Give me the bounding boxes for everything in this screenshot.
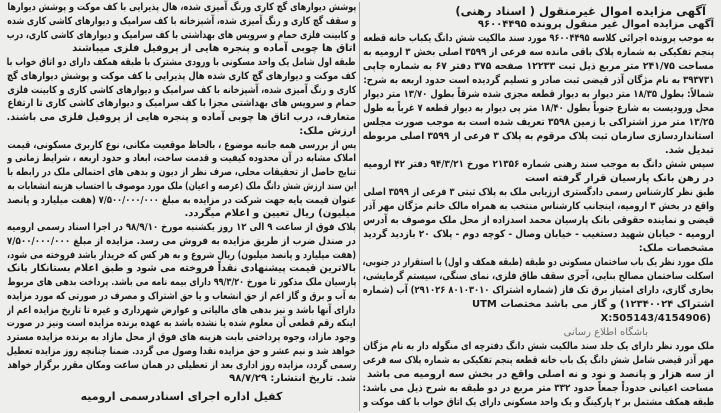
notice-line	[363, 214, 714, 228]
line-text: ملک مورد نظر یک باب ساختمان مسکونی دو طبقه (طبقه همکف و اول) با استقرار در جنوبی،	[363, 257, 714, 268]
line-text: پنجم تفکیکی به شماره پلاک باقی مانده سه فرعی از ۳۵۹۹ اصلی بخش ۳ ارومیه به	[363, 47, 714, 58]
notice-line	[363, 102, 714, 116]
line-text: ۱۳/۲۵ متر مرز اشتراکی با زمین ۳۵۹۸ تعریف شده است به موجب صورت مجلس	[363, 117, 714, 128]
notice-title	[363, 4, 714, 18]
notice-line	[7, 139, 356, 153]
line-text: طبقه همکف مشتمل بر ۲ پارکینگ و یک واحد مسکونی دارای یک اتاق خواب با کف موکت و	[363, 397, 714, 408]
notice-line	[7, 180, 356, 194]
line-text: دارای آنها باشد و نیز بدهی های مالیاتی و عوارض شهرداری و غیره تا تاریخ مزایده اعم از	[7, 304, 356, 316]
line-text: شد. تاریخ انتشار: ۹۸/۷/۲۹	[229, 373, 356, 385]
notice-line	[7, 235, 356, 249]
notice-title-text: آگهی مزایده اموال غیرمنقول ( اسناد رهنی)	[455, 4, 706, 18]
notice-line	[363, 186, 714, 200]
notice-line	[363, 116, 714, 130]
section-heading-property-specs	[363, 242, 714, 256]
section-heading-text: مشخصات ملک:	[638, 243, 714, 254]
line-text: خواهد شد و نیم عشر و حق مزایده نقدا وصول می گردد. ضمنا چنانچه روز مزایده تعطیل	[7, 345, 356, 357]
notice-line	[7, 1, 356, 15]
notice-line	[7, 111, 356, 125]
line-text: بخاری گازی، دارای امتیاز برق تک فاز (شماره اشتراک ۸۰۱۰۳۰۱۰ ۲۹۱۰۲۶) آب (شماره	[363, 285, 714, 296]
section-heading-property-value	[7, 125, 356, 139]
notice-line	[7, 70, 356, 84]
notice-line	[7, 317, 356, 331]
publication-date-line	[7, 372, 356, 386]
notice-line	[7, 207, 356, 221]
line-text: وجود مازاد، وجوه پرداختی بابت هزینه های فوق از محل مازاد به برنده مزایده مسترد	[7, 332, 356, 343]
line-text: مهر آذر قیضی شامل شش دانگ یک باب خانه قطعه پنجم تفکیکی به شماره پلاک سه فرعی	[363, 355, 714, 366]
line-text: این سند ارزش شش دانگ ملک (عرصه و اعیان) ملک مورد موصوف با احتساب هزینه انشعابات به	[7, 180, 356, 192]
notice-line	[7, 249, 356, 263]
line-text: متعارف، درب اتاق ها چوبی آماده و پنجره هایی از پروفیل فلزی می باشند.	[7, 112, 356, 123]
line-text: اشتراک ۱۲۳۴۰۰۲۴) و گاز می باشد مختصات UTM	[471, 299, 714, 310]
notice-line	[363, 130, 714, 144]
line-text: پوشش دیوارهای گچ کاری ورنگ آمیزی شده، هال پذیرایی با کف موکت و پوشش دیوارها	[7, 2, 356, 13]
line-text: حمام و سرویس های بهداشتی مجزا با کف سرامیک و دیوارهای کاشی کاری تا ارتفاع	[7, 98, 356, 110]
notice-line	[7, 359, 356, 373]
notice-line	[363, 270, 714, 284]
notice-line	[7, 304, 356, 318]
line-text: کاری و رنگ آمیزی شده، آشپزخانه با کف سرامیک و دیوارهای کاشی کاری و کابینت فلزی	[7, 84, 356, 96]
line-text: طبق نظر کارشناس رسمی دادگستری ارزیابی ملک به پلاک ثبتی ۳ فرعی از ۳۵۹۹ اصلی	[363, 187, 714, 198]
line-text: تبدیل شد.	[664, 145, 714, 156]
notice-line	[363, 158, 714, 172]
notice-line	[7, 221, 356, 235]
line-text: در رهن بانک پارسیان قرار گرفته است	[525, 173, 714, 184]
notice-line	[363, 228, 714, 242]
line-text: پس از بررسی همه جانبه موضوع ، بالحاظ موقعیت مکانی، نوع کاربری مسکونی، قیمت	[7, 139, 356, 151]
notice-subtitle	[363, 18, 714, 32]
notice-right-column	[363, 0, 714, 413]
utm-coordinates	[363, 312, 714, 326]
signature-text: کفیل اداره اجرای اسنادرسمی ارومیه	[80, 390, 283, 403]
line-text: اسکلت ساختمان مصالح بنایی، آجری سقف طاق فلزی، نمای سنگی، سیستم گرمایشی،	[363, 271, 714, 282]
line-text: به موجب پرونده اجرائی کلاسه ۹۶۰۰۴۴۹۵ مورد سند مالکیت شش دانگ یکباب خانه قطعه	[363, 33, 714, 44]
line-text: از سه هزار و پانصد و نود و نه اصلی واقع در بخش سه ارومیه می باشد	[366, 369, 714, 380]
line-text: پارسیان ملک مذکور تا مورخ ۹۹/۳/۲۰ دارای بیمه نامه می باشد. پرداخت بدهی های مربوط	[7, 277, 356, 288]
line-text: پلاک فوق از ساعت ۹ الی ۱۲ روز یکشنبه مورخ ۹۸/۹/۱۰ در اجرا اسناد رسمی ارومیه	[7, 222, 356, 233]
line-text: به آب و برق و گاز اعم از حق انشعاب و یا حق اشتراک و مصرف در صورتی که مورد مزایده	[7, 290, 356, 302]
notice-line	[363, 382, 714, 396]
signature-line	[7, 388, 356, 406]
notice-line	[7, 262, 356, 276]
notice-line	[363, 200, 714, 214]
notice-line	[363, 144, 714, 158]
notice-line	[363, 88, 714, 102]
line-text: مساحت ۲۴۱/۷۵ متر مربع ذیل ثبت ۱۲۲۳۳ صفحه ۳۷۵ دفتر ۶۷ به شماره چاپی	[363, 61, 714, 72]
line-text: ۳۹۳۷۳۱ به نام مژگان آذر قیضی ثبت صادر و تسلیم گردیده است حدود اربعه به شرح:	[363, 75, 714, 86]
line-text: مساحت اعیانی حدوداً جمعاً حدود ۳۳۲ متر مربع در دو طبقه به شرح ذیل می باشد:	[363, 383, 714, 394]
line-text: عنوان قیمت پایه جهت شرکت در مزایده به مبلغ ۷/۵۰۰/۰۰۰/۰۰۰ (هفت میلیارد و پانصد	[7, 194, 356, 206]
line-text: میلیون) ریال تعیین و اعلام میگردد.	[184, 208, 356, 220]
notice-line	[7, 56, 356, 70]
line-text: محل ورودیست به شارع جنوباً بطول ۱۸/۴۰ متر پی دیوار به دیوار قطعه ۷ غرباً به طول	[363, 103, 714, 114]
notice-left-column	[7, 0, 356, 413]
notice-line	[7, 331, 356, 345]
notice-line	[363, 284, 714, 298]
line-text: آگهی مزایده اموال غیر منقول پرونده ۹۶۰۰۴۴۹۵	[477, 19, 714, 30]
line-text: تنایج حاصل از تحقیقات محلی، صرف نظر از دیون و بدهی های احتمالی ملک در رابطه با	[7, 167, 356, 178]
line-text: در صندل ضرب از طریق مزایده به فروش می رسد. مزایده از مبلغ ۷/۵۰۰/۰۰۰/۰۰۰	[7, 235, 356, 247]
notice-line	[363, 340, 714, 354]
notice-line	[363, 74, 714, 88]
line-text: ارومیه - خیابان شهید دستغیب - خیابان وصال - کوچه دوم - پلاک ۲۰ بازدید گردید	[363, 229, 714, 240]
notice-line	[7, 84, 356, 98]
line-text: شمالاً: بطول ۱۸/۳۵ متر دیوار به دیوار قطعه مجزی شده شرقاً بطول ۱۳/۷۰ متر دیوار	[363, 89, 714, 100]
notice-line	[363, 46, 714, 60]
line-text: (هفت میلیارد و پانصد میلیون) ریال شروع و به هر کس که خریدار باشد فروخته می شود،	[7, 249, 356, 261]
line-text: کف موکت و دیوارهای گچ کاری شده هال پذیرایی با کف موکت و پوشش دیوارهای گچ	[7, 70, 356, 82]
line-text: ملک مورد نظر دارای یک جلد سند مالکیت شش دانگ دفترچه ای منگوله دار به نام مژگان	[363, 341, 714, 352]
notice-line	[363, 354, 714, 368]
notice-line	[363, 60, 714, 74]
line-text: استانداردسازی سازمان ثبت پلاک مرقوم به پلاک ۳ فرعی از ۳۵۹۹ اصلی مربوطه	[363, 131, 714, 142]
notice-line	[7, 166, 356, 180]
notice-line	[7, 345, 356, 359]
line-text: املاک مشابه در آن محدوده کیفیت و قدمت ساخت، ابعاد و حدود اربعه ، شرایط زمانی و	[7, 153, 356, 165]
line-text: طبقه اول شامل یک واحد مسکونی با ورودی مشترک با طبقه همکف دارای دو اتاق خواب با	[7, 57, 356, 68]
line-text: سپس شش دانگ به موجب سند رهنی شماره ۲۱۳۵۶ مورخ ۹۴/۳/۲۱ دفتر ۴۲ ارومیه	[363, 159, 714, 170]
notice-line	[7, 276, 356, 290]
watermark	[363, 326, 714, 340]
watermark-text: باشگاه اطلاع رسانی	[563, 327, 648, 338]
notice-line	[363, 396, 714, 410]
notice-line	[363, 298, 714, 312]
utm-coordinates-text: X:505143/4154906)	[600, 313, 711, 324]
notice-line	[7, 42, 356, 56]
line-text: و کابینت فلزی حمام و سرویس های بهداشتی با کف سرامیک و دیوارهای کاشی کاری، درب	[7, 29, 356, 41]
notice-line	[363, 256, 714, 270]
line-text: اتاق ها چوبی آماده و پنجره هایی از پروفیل فلزی میباشند	[72, 43, 356, 55]
notice-line	[7, 97, 356, 111]
column-divider	[359, 2, 360, 411]
notice-line	[363, 368, 714, 382]
notice-line	[7, 15, 356, 29]
notice-line	[7, 194, 356, 208]
line-text: واقع در بخش ۳ ارومیه، اینجانب کارشناس منتخب به همراه مالک خانم مژگان مهر آذر	[363, 201, 714, 212]
section-heading-text: ارزش ملک:	[299, 125, 356, 137]
line-text: رسمی گردد، مزایده روز اداری بعد از تعطیلی در همان ساعت ومکان مقرر برگزار خواهد	[7, 359, 356, 371]
notice-line	[363, 172, 714, 186]
notice-line	[7, 290, 356, 304]
line-text: و سقف گچ کاری و رنگ آمیزی شده، آشپزخانه با کف سرامیک و دیوارهای کاشی کاری شده	[7, 15, 356, 27]
line-text: قیضی و نماینده حقوقی بانک پارسیان محمد اسدزاده از محل ملک موصوف به آدرس	[363, 215, 714, 226]
notice-line	[7, 29, 356, 43]
notice-line	[363, 32, 714, 46]
notice-line	[7, 152, 356, 166]
line-text: اینکه رقم قطعی آن معلوم شده یا نشده باشد به عهده برنده مزایده است ونیز در صورت	[7, 318, 356, 330]
line-text: بالاترین قیمت پیشنهادی نقداً فروخته می شود و طبق اعلام بستانکار بانک	[7, 263, 356, 275]
